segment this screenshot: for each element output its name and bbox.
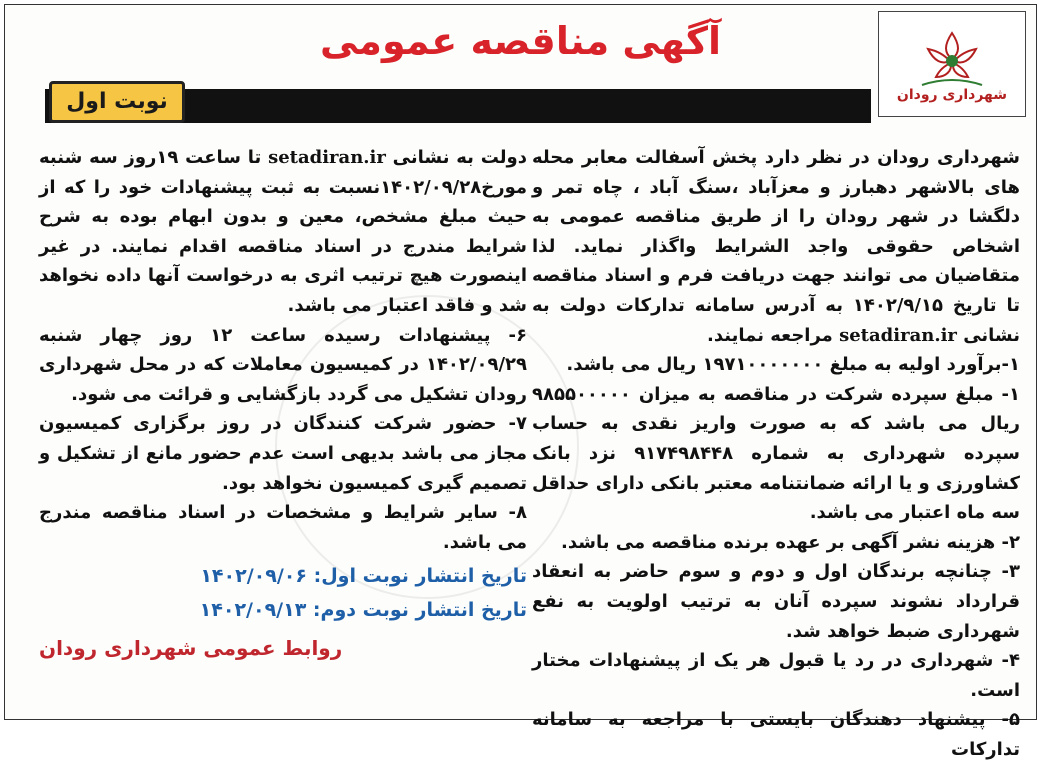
continuation-text: تا ساعت ۱۹روز سه شنبه مورخ۱۴۰۲/۰۹/۲۸نسبت به ثبت پیشنهادات خود را که از حیث مبلغ مشخص، معین و بدون ابهام بوده به شرح شرایط مندرج در اسناد مناقصه اقدام نمایند. در غیر اینصورت هیچ ترتیب اثری به درخواست آنها داده نخواهد شد و فاقد اعتبار می باشد.	[39, 147, 527, 316]
intro-paragraph	[532, 143, 1020, 350]
site-link[interactable]: setadiran.ir	[268, 147, 386, 168]
condition-item: ۲- هزینه نشر آگهی بر عهده برنده مناقصه می باشد.	[561, 531, 1020, 553]
condition-item: ۶- پیشنهادات رسیده ساعت ۱۲ روز چهار شنبه ۱۴۰۲/۰۹/۲۹ در کمیسیون معاملات که در محل شهرداری رودان تشکیل می گردد بازگشایی و قرائت می شود.	[39, 324, 527, 405]
condition-item: ۴- شهرداری در رد یا قبول هر یک از پیشنهادات مختار است.	[532, 650, 1020, 701]
left-column	[39, 143, 527, 663]
publish-date-first: تاریخ انتشار نوبت اول: ۱۴۰۲/۰۹/۰۶	[200, 565, 527, 588]
intro-end-text: مراجعه نمایند.	[707, 324, 833, 346]
intro-text: شهرداری رودان در نظر دارد پخش آسفالت معابر محله های بالاشهر دهبارز و معزآباد ،سنگ آباد ، چاه تمر و دلگشا در شهر رودان را از طریق مناقصه عمومی به اشخاص حقوقی واجد الشرایط واگذار نماید. لذا متقاضیان می توانند جهت دریافت فرم و اسناد مناقصه تا تاریخ ۱۴۰۲/۹/۱۵ به آدرس سامانه تدارکات دولت به نشانی	[532, 147, 1020, 346]
municipality-logo	[878, 11, 1026, 117]
logo-text: شهرداری رودان	[896, 87, 1008, 103]
continuation-start: دولت به نشانی	[392, 147, 527, 168]
publish-date-second: تاریخ انتشار نوبت دوم: ۱۴۰۲/۰۹/۱۳	[199, 599, 527, 622]
flower-emblem-icon	[916, 25, 988, 91]
signature: روابط عمومی شهرداری رودان	[39, 636, 343, 661]
site-link[interactable]: setadiran.ir	[839, 324, 957, 346]
condition-item: ۸- سایر شرایط و مشخصات در اسناد مناقصه مندرج می باشد.	[39, 502, 527, 553]
condition-item: ۷- حضور شرکت کنندگان در روز برگزاری کمیسیون مجاز می باشد بدیهی است عدم حضور مانع از تشکیل و تصمیم گیری کمیسیون نخواهد بود.	[39, 413, 527, 494]
condition-item: ۳- چنانچه برندگان اول و دوم و سوم حاضر به انعقاد قرارداد نشوند سپرده آنان به ترتیب اولویت به نفع شهرداری ضبط خواهد شد.	[532, 561, 1020, 642]
condition-item: ۱-برآورد اولیه به مبلغ ۱۹۷۱۰۰۰۰۰۰۰ ریال می باشد.	[566, 354, 1020, 376]
continuation-paragraph	[39, 143, 527, 321]
condition-item: ۵- پیشنهاد دهندگان بایستی با مراجعه به سامانه تدارکات	[532, 709, 1020, 760]
page-title: آگهی مناقصه عمومی	[319, 19, 722, 63]
condition-item: ۱- مبلغ سپرده شرکت در مناقصه به میزان ۹۸۵۵۰۰۰۰۰ ریال می باشد که به صورت واریز نقدی به حساب سپرده شهرداری به شماره ۹۱۷۴۹۸۴۴۸ نزد بانک کشاورزی و یا ارائه ضمانتنامه معتبر بانکی دارای حداقل سه ماه اعتبار می باشد.	[532, 383, 1020, 524]
round-badge: نوبت اول	[49, 81, 185, 123]
right-column	[532, 143, 1020, 764]
notice-page	[4, 4, 1037, 760]
